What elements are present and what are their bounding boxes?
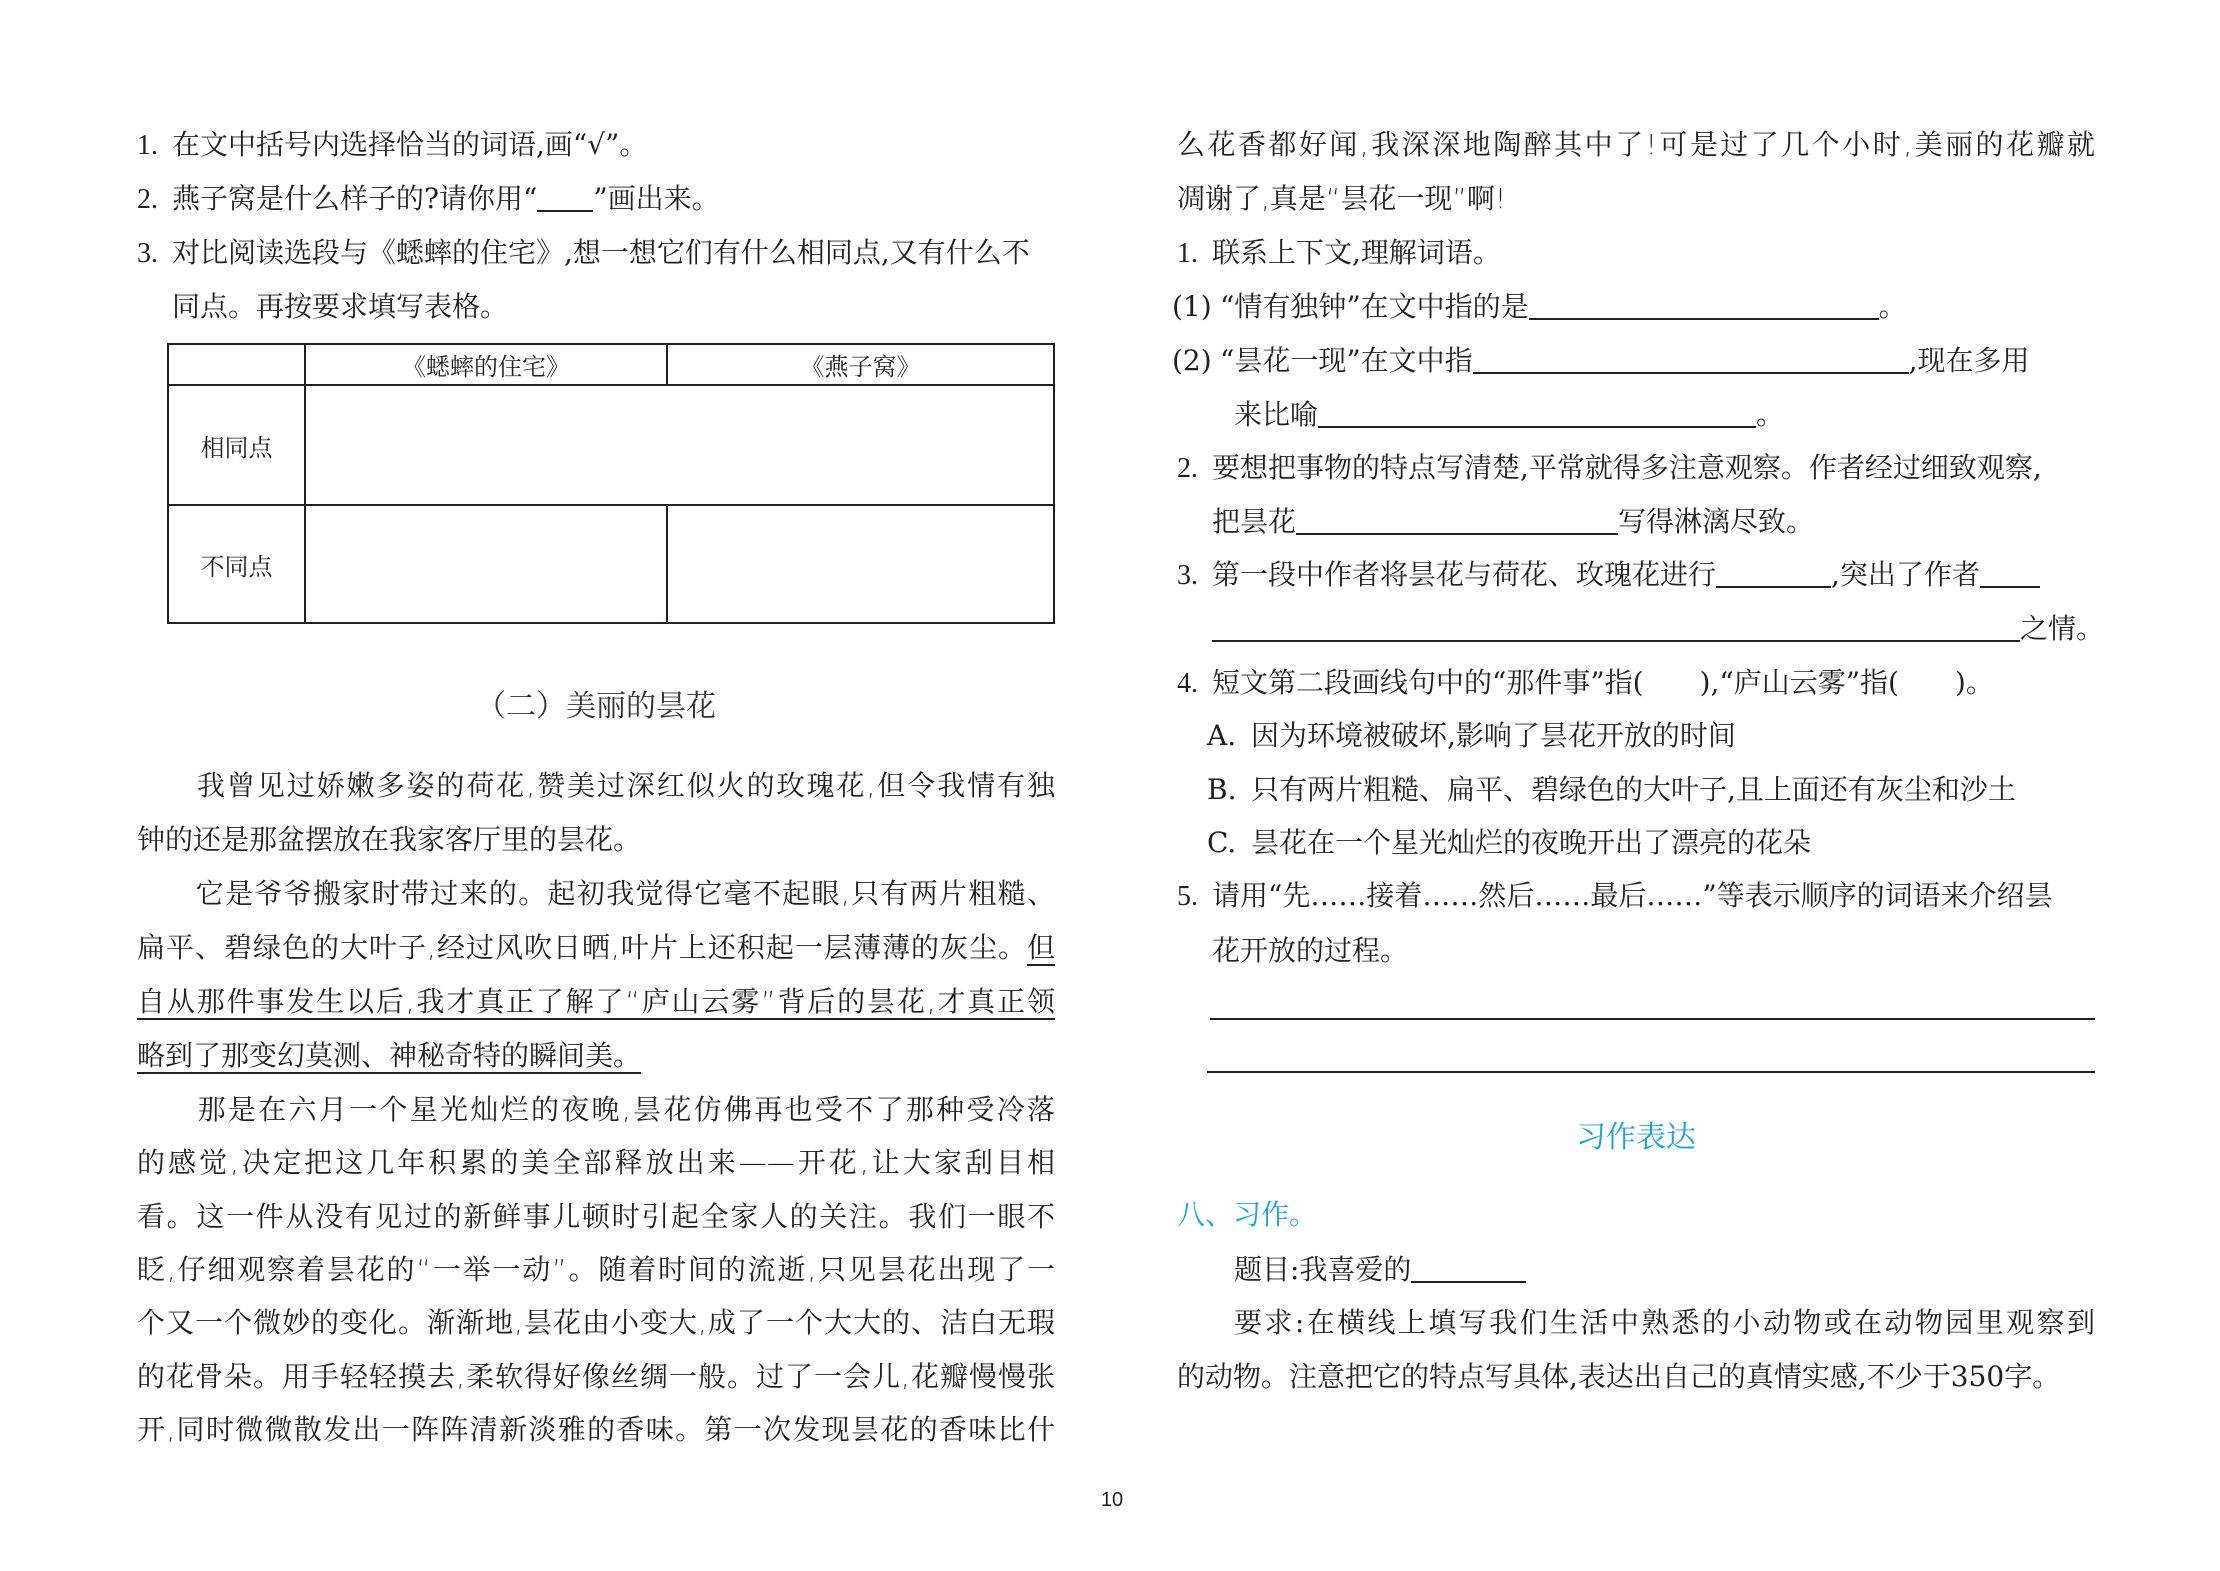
question-number: 5. — [1177, 881, 1198, 912]
writing-requirement-cont: 的动物。注意把它的特点写具体,表达出自己的真情实感,不少于350字。 — [1177, 1360, 2061, 1393]
question-number: 1. — [137, 130, 158, 161]
underlined-text: 但 — [1026, 931, 1055, 964]
answer-blank[interactable] — [1980, 556, 2040, 588]
right-question-4 — [1177, 663, 1994, 703]
question-3-cont — [172, 287, 508, 327]
answer-cell-different-cricket[interactable] — [305, 505, 667, 623]
row-label-different: 不同点 — [168, 505, 305, 623]
passage-line: 的感觉,决定把这几年积累的美全部释放出来——开花,让大家刮目相 — [137, 1146, 1055, 1179]
underlined-passage-line: 自从那件事发生以后,我才真正了解了“庐山云雾”背后的昙花,才真正领 — [137, 985, 1055, 1018]
answer-cell-same[interactable] — [305, 385, 1054, 505]
passage-line: 么花香都好闻,我深深地陶醉其中了!可是过了几个小时,美丽的花瓣就 — [1177, 128, 2095, 161]
option-text: 因为环境被破坏,影响了昙花开放的时间 — [1251, 719, 1736, 752]
answer-blank[interactable] — [1529, 288, 1879, 320]
passage-line: 那是在六月一个星光灿烂的夜晚,昙花仿佛再也受不了那种受冷落 — [137, 1093, 1055, 1126]
question-text: 联系上下文,理解词语。 — [1212, 236, 1501, 269]
question-text: 第一段中作者将昙花与荷花、玫瑰花进行 — [1212, 558, 1717, 591]
topic-blank[interactable] — [1411, 1251, 1526, 1283]
question-text: 之情。 — [2020, 612, 2105, 645]
question-text: 来比喻 — [1234, 398, 1319, 431]
option-letter: A. — [1207, 719, 1237, 752]
table-row — [168, 505, 1054, 623]
writing-item-title: 八、习作。 — [1177, 1198, 1318, 1231]
question-text: 同点。再按要求填写表格。 — [172, 290, 509, 323]
answer-cell-different-swallow[interactable] — [667, 505, 1054, 623]
answer-line[interactable] — [1210, 1018, 2095, 1020]
topic-label: 题目:我喜爱的 — [1234, 1253, 1412, 1286]
underline-sample — [537, 180, 593, 212]
answer-blank[interactable] — [1296, 503, 1618, 535]
question-number: 3. — [137, 238, 158, 269]
option-a — [1207, 716, 1736, 756]
table-row — [168, 385, 1054, 505]
right-question-2-cont — [1212, 502, 1814, 542]
table-header-row — [168, 344, 1054, 385]
writing-topic — [1234, 1250, 1526, 1290]
question-text: “昙花一现”在文中指 — [1220, 344, 1473, 377]
question-number: 3. — [1177, 560, 1198, 591]
option-text: 只有两片粗糙、扁平、碧绿色的大叶子,且上面还有灰尘和沙土 — [1251, 773, 2016, 806]
table-header-swallow: 《燕子窝》 — [667, 344, 1054, 385]
option-text: 昙花在一个星光灿烂的夜晚开出了漂亮的花朵 — [1251, 826, 1812, 859]
passage-line: 个又一个微妙的变化。渐渐地,昙花由小变大,成了一个大大的、洁白无瑕 — [137, 1306, 1055, 1339]
question-text: 请用“先……接着……然后……最后……”等表示顺序的词语来介绍昙 — [1212, 879, 2053, 912]
sub-number: (2) — [1172, 344, 1212, 377]
question-number: 1. — [1177, 238, 1198, 269]
writing-section-heading: 习作表达 — [1576, 1120, 1696, 1155]
question-text: “情有独钟”在文中指的是 — [1220, 290, 1529, 323]
passage-line: 钟的还是那盆摆放在我家客厅里的昙花。 — [137, 823, 642, 856]
option-c — [1207, 823, 1811, 863]
punctuation: 。 — [1756, 398, 1785, 431]
passage-line: 我曾见过娇嫩多姿的荷花,赞美过深红似火的玫瑰花,但令我情有独 — [137, 769, 1055, 802]
underlined-passage-line — [137, 1036, 1055, 1076]
question-text: 短文第二段画线句中的“那件事”指( ),“庐山云雾”指( )。 — [1212, 666, 1994, 699]
question-number: 4. — [1177, 668, 1198, 699]
passage-line: 眨,仔细观察着昙花的“一举一动”。随着时间的流逝,只见昙花出现了一 — [137, 1253, 1055, 1286]
question-2 — [137, 179, 720, 219]
question-text: ,突出了作者 — [1831, 558, 1980, 591]
passage-line: 它是爷爷搬家时带过来的。起初我觉得它毫不起眼,只有两片粗糙、 — [137, 877, 1055, 910]
question-text: 花开放的过程。 — [1212, 934, 1409, 967]
table-header-cricket: 《蟋蟀的住宅》 — [305, 344, 667, 385]
table-header-blank — [168, 344, 305, 385]
right-question-1-1 — [1172, 287, 1907, 327]
section-title: （二）美丽的昙花 — [476, 689, 716, 724]
passage-line: 开,同时微微散发出一阵阵清新淡雅的香味。第一次发现昙花的香味比什 — [137, 1413, 1055, 1446]
passage-text: 扁平、碧绿色的大叶子,经过风吹日晒,叶片上还积起一层薄薄的灰尘。 — [137, 931, 1027, 964]
answer-blank[interactable] — [1473, 342, 1909, 374]
right-question-1-2 — [1172, 341, 2030, 381]
answer-blank[interactable] — [1716, 556, 1831, 588]
sub-number: (1) — [1172, 290, 1212, 323]
question-text: 在文中括号内选择恰当的词语,画“√”。 — [172, 128, 648, 161]
passage-line: 看。这一件从没有见过的新鲜事儿顿时引起全家人的关注。我们一眼不 — [137, 1200, 1055, 1233]
question-text: 燕子窝是什么样子的?请你用“ — [172, 182, 538, 215]
writing-requirement: 要求:在横线上填写我们生活中熟悉的小动物或在动物园里观察到 — [1234, 1306, 2095, 1339]
passage-line — [137, 928, 1055, 968]
answer-blank[interactable] — [1318, 396, 1756, 428]
row-label-same: 相同点 — [168, 385, 305, 505]
punctuation: 。 — [1878, 290, 1907, 323]
underlined-text: 略到了那变幻莫测、神秘奇特的瞬间美。 — [137, 1039, 642, 1072]
right-question-3 — [1177, 555, 2040, 595]
passage-line: 凋谢了,真是“昙花一现”啊! — [1177, 182, 1507, 215]
question-text: ,现在多用 — [1908, 344, 2030, 377]
question-text: 对比阅读选段与《蟋蟀的住宅》,想一想它们有什么相同点,又有什么不 — [172, 236, 1030, 269]
right-question-3-cont — [1212, 609, 2104, 649]
question-text: 写得淋漓尽致。 — [1618, 505, 1815, 538]
question-number: 2. — [1177, 453, 1198, 484]
question-number: 2. — [137, 184, 158, 215]
question-3 — [137, 233, 1030, 273]
option-letter: C. — [1207, 826, 1237, 859]
right-question-1 — [1177, 233, 1501, 273]
right-question-5 — [1177, 876, 2053, 916]
question-text: ”画出来。 — [593, 182, 720, 215]
right-question-2 — [1177, 448, 2042, 488]
right-question-1-2-cont — [1234, 395, 1784, 435]
answer-blank[interactable] — [1212, 610, 2020, 642]
option-letter: B. — [1207, 773, 1237, 806]
page-number: 10 — [1100, 1489, 1124, 1511]
right-question-5-cont — [1212, 931, 1408, 971]
answer-line[interactable] — [1207, 1071, 2095, 1073]
comparison-table — [167, 343, 1055, 624]
passage-line: 的花骨朵。用手轻轻摸去,柔软得好像丝绸一般。过了一会儿,花瓣慢慢张 — [137, 1360, 1055, 1393]
option-b — [1207, 770, 2016, 810]
question-text: 把昙花 — [1212, 505, 1297, 538]
question-1 — [137, 125, 647, 165]
question-text: 要想把事物的特点写清楚,平常就得多注意观察。作者经过细致观察, — [1212, 451, 2042, 484]
